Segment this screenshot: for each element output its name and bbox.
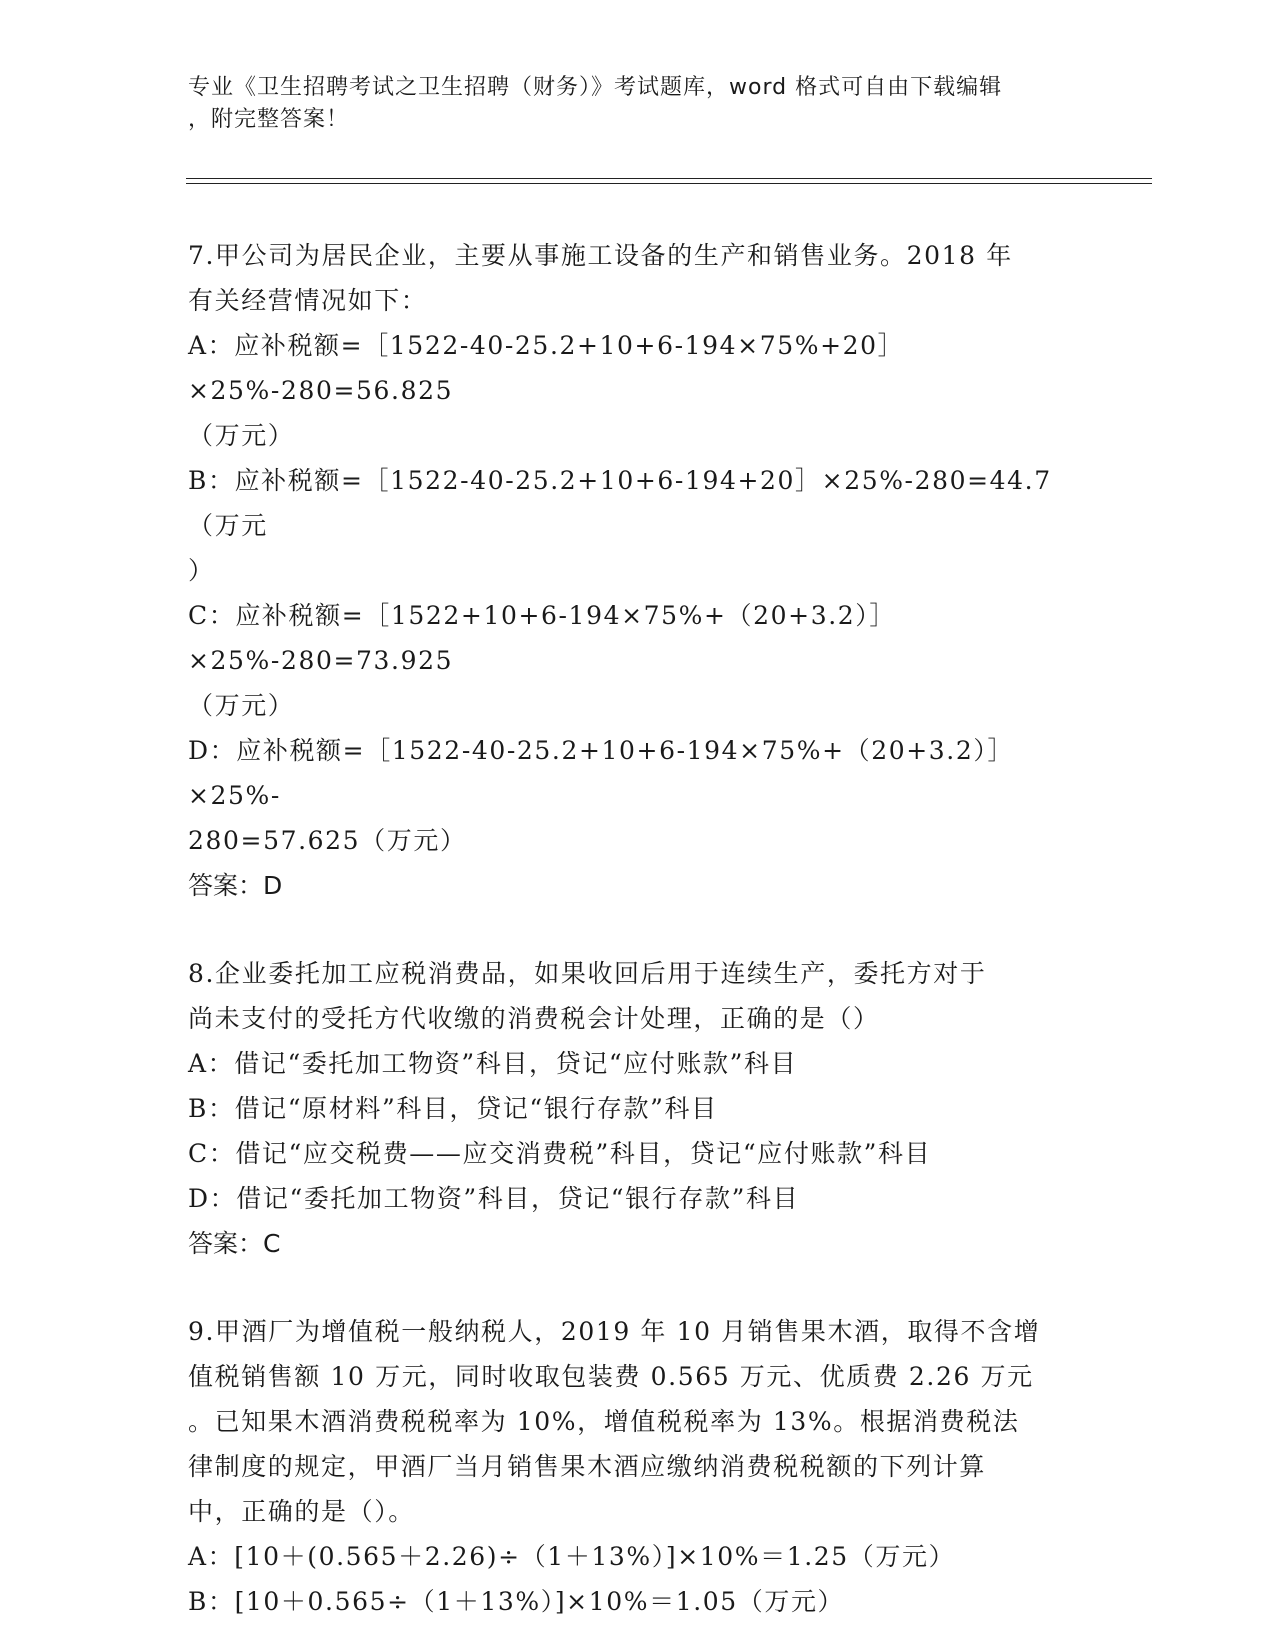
question-8 xyxy=(188,951,1088,1266)
question-spacer xyxy=(188,1266,1088,1309)
option-c: C：借记“应交税费——应交消费税”科目，贷记“应付账款”科目 xyxy=(188,1139,932,1168)
answer-line: 答案：D xyxy=(188,871,283,900)
answer-line: 答案：C xyxy=(188,1229,281,1258)
option-a: A：应补税额=［1522-40-25.2+10+6-194×75%+20］×25%-280=56.825 xyxy=(188,331,905,405)
header-divider-bottom xyxy=(186,183,1152,184)
question-stem-line: 值税销售额 10 万元，同时收取包装费 0.565 万元、优质费 2.26 万元 xyxy=(188,1362,1034,1391)
header-divider-top xyxy=(186,178,1152,179)
option-b: B：借记“原材料”科目，贷记“银行存款”科目 xyxy=(188,1094,718,1123)
question-stem-line: 中，正确的是（）。 xyxy=(188,1497,415,1526)
question-9 xyxy=(188,1309,1088,1624)
option-a: A：[10＋(0.565＋2.26)÷（1＋13%）]×10%＝1.25（万元） xyxy=(188,1542,956,1571)
option-d-continued: 280=57.625（万元） xyxy=(188,826,467,855)
question-stem-line: 尚未支付的受托方代收缴的消费税会计处理，正确的是（） xyxy=(188,1004,880,1033)
question-7 xyxy=(188,233,1088,908)
header-line-2: ，附完整答案！ xyxy=(188,107,350,132)
option-b: B：应补税额=［1522-40-25.2+10+6-194+20］×25%-280=44.7（万元 xyxy=(188,466,1052,540)
question-list xyxy=(188,233,1088,1624)
question-stem-line: 。已知果木酒消费税税率为 10%，增值税税率为 13%。根据消费税法 xyxy=(188,1407,1020,1436)
option-d: D：借记“委托加工物资”科目，贷记“银行存款”科目 xyxy=(188,1184,800,1213)
question-stem-line: 8.企业委托加工应税消费品，如果收回后用于连续生产，委托方对于 xyxy=(188,959,987,988)
question-stem-line: 律制度的规定，甲酒厂当月销售果木酒应缴纳消费税税额的下列计算 xyxy=(188,1452,987,1481)
question-stem-line: 有关经营情况如下： xyxy=(188,286,428,315)
question-spacer xyxy=(188,908,1088,951)
option-c: C：应补税额=［1522+10+6-194×75%+（20+3.2）］×25%-280=73.925 xyxy=(188,601,896,675)
option-a-continued: （万元） xyxy=(188,421,295,450)
question-stem-line: 7.甲公司为居民企业，主要从事施工设备的生产和销售业务。2018 年 xyxy=(188,241,1013,270)
option-b: B：[10＋0.565÷（1＋13%）]×10%＝1.05（万元） xyxy=(188,1587,845,1616)
option-b-continued: ） xyxy=(188,556,215,585)
option-d: D：应补税额=［1522-40-25.2+10+6-194×75%+（20+3.2）］×25%- xyxy=(188,736,1015,810)
option-c-continued: （万元） xyxy=(188,691,295,720)
document-header xyxy=(188,72,1068,136)
option-a: A：借记“委托加工物资”科目，贷记“应付账款”科目 xyxy=(188,1049,798,1078)
question-stem-line: 9.甲酒厂为增值税一般纳税人，2019 年 10 月销售果木酒，取得不含增 xyxy=(188,1317,1041,1346)
header-line-1: 专业《卫生招聘考试之卫生招聘（财务）》考试题库，word 格式可自由下载编辑 xyxy=(188,75,1003,100)
